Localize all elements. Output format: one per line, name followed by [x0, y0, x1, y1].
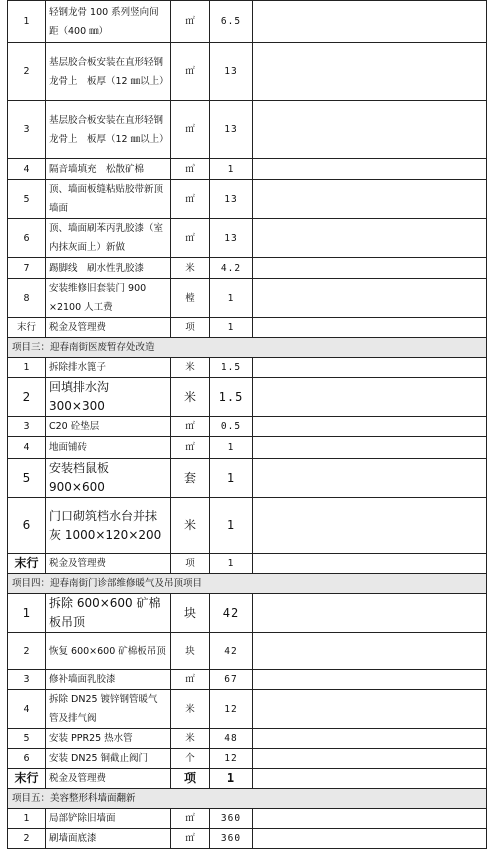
item-unit: 块: [171, 633, 210, 670]
table-row: [8, 690, 487, 729]
item-name: 轻钢龙骨 100 系列竖向间距（400 ㎜）: [46, 1, 171, 43]
section-title: 项目五：美容整形科墙面翻新: [8, 789, 487, 809]
item-number: 4: [8, 690, 46, 729]
table-row: [8, 554, 487, 574]
item-name: 税金及管理费: [46, 769, 171, 789]
item-number: 3: [8, 670, 46, 690]
item-name: 修补墙面乳胶漆: [46, 670, 171, 690]
item-quantity: 67: [210, 670, 253, 690]
quantity-table: [7, 0, 487, 849]
table-row: [8, 180, 487, 219]
item-unit: 米: [171, 729, 210, 749]
item-name: 基层胶合板安装在直形轻钢龙骨上 板厚（12 ㎜以上）: [46, 43, 171, 101]
section-title: 项目三：迎春南街医废暂存处改造: [8, 338, 487, 358]
item-unit: 米: [171, 690, 210, 729]
empty-cell: [253, 180, 487, 219]
table-row: [8, 318, 487, 338]
item-quantity: 360: [210, 809, 253, 829]
item-name: C20 砼垫层: [46, 417, 171, 437]
item-name: 安装 PPR25 热水管: [46, 729, 171, 749]
empty-cell: [253, 159, 487, 180]
item-unit: ㎡: [171, 829, 210, 849]
table-row: [8, 378, 487, 417]
item-name: 安装维修旧套装门 900 ×2100 人工费: [46, 279, 171, 318]
item-name: 刷墙面底漆: [46, 829, 171, 849]
table-row: [8, 159, 487, 180]
empty-cell: [253, 459, 487, 498]
item-number: 5: [8, 180, 46, 219]
section-header-row: [8, 338, 487, 358]
table-body: [8, 1, 487, 849]
table-row: [8, 279, 487, 318]
item-number: 2: [8, 633, 46, 670]
item-quantity: 13: [210, 101, 253, 159]
table-row: [8, 769, 487, 789]
item-number: 4: [8, 159, 46, 180]
item-unit: 项: [171, 769, 210, 789]
item-number: 末行: [8, 554, 46, 574]
item-number: 8: [8, 279, 46, 318]
item-name: 地面铺砖: [46, 437, 171, 459]
item-name: 基层胶合板安装在直形轻钢龙骨上 板厚（12 ㎜以上）: [46, 101, 171, 159]
item-number: 末行: [8, 318, 46, 338]
item-number: 2: [8, 43, 46, 101]
item-number: 7: [8, 258, 46, 279]
item-name: 顶、墙面刷苯丙乳胶漆（室内抹灰面上）新做: [46, 219, 171, 258]
item-unit: 樘: [171, 279, 210, 318]
item-quantity: 12: [210, 690, 253, 729]
item-number: 1: [8, 809, 46, 829]
item-number: 6: [8, 219, 46, 258]
item-name: 隔音墙填充 松散矿棉: [46, 159, 171, 180]
item-number: 1: [8, 594, 46, 633]
empty-cell: [253, 417, 487, 437]
table-row: [8, 1, 487, 43]
table-row: [8, 809, 487, 829]
item-unit: 米: [171, 498, 210, 554]
item-name: 安装档鼠板 900×600: [46, 459, 171, 498]
item-unit: ㎡: [171, 670, 210, 690]
item-quantity: 1.5: [210, 358, 253, 378]
item-number: 4: [8, 437, 46, 459]
item-quantity: 4.2: [210, 258, 253, 279]
item-name: 门口砌筑档水台并抹灰 1000×120×200: [46, 498, 171, 554]
table-row: [8, 633, 487, 670]
empty-cell: [253, 670, 487, 690]
item-quantity: 0.5: [210, 417, 253, 437]
item-name: 恢复 600×600 矿棉板吊顶: [46, 633, 171, 670]
item-quantity: 1: [210, 554, 253, 574]
item-number: 1: [8, 1, 46, 43]
empty-cell: [253, 594, 487, 633]
item-quantity: 13: [210, 180, 253, 219]
empty-cell: [253, 769, 487, 789]
empty-cell: [253, 258, 487, 279]
item-number: 1: [8, 358, 46, 378]
item-number: 6: [8, 498, 46, 554]
item-quantity: 1: [210, 437, 253, 459]
item-unit: 块: [171, 594, 210, 633]
empty-cell: [253, 437, 487, 459]
empty-cell: [253, 358, 487, 378]
empty-cell: [253, 554, 487, 574]
table-row: [8, 670, 487, 690]
item-name: 拆除 600×600 矿棉板吊顶: [46, 594, 171, 633]
item-unit: 个: [171, 749, 210, 769]
item-quantity: 1: [210, 279, 253, 318]
item-number: 5: [8, 459, 46, 498]
table-row: [8, 729, 487, 749]
table-row: [8, 459, 487, 498]
section-title: 项目四：迎春南街门诊部维修暖气及吊顶项目: [8, 574, 487, 594]
empty-cell: [253, 498, 487, 554]
empty-cell: [253, 318, 487, 338]
table-row: [8, 219, 487, 258]
table-row: [8, 829, 487, 849]
empty-cell: [253, 633, 487, 670]
item-quantity: 1.5: [210, 378, 253, 417]
empty-cell: [253, 690, 487, 729]
item-name: 局部铲除旧墙面: [46, 809, 171, 829]
item-number: 2: [8, 829, 46, 849]
item-unit: 米: [171, 378, 210, 417]
empty-cell: [253, 1, 487, 43]
item-unit: 项: [171, 318, 210, 338]
item-name: 踢脚线 刷水性乳胶漆: [46, 258, 171, 279]
item-quantity: 13: [210, 219, 253, 258]
item-name: 税金及管理费: [46, 554, 171, 574]
empty-cell: [253, 219, 487, 258]
item-unit: ㎡: [171, 437, 210, 459]
item-number: 3: [8, 101, 46, 159]
table-row: [8, 749, 487, 769]
item-quantity: 42: [210, 594, 253, 633]
table-row: [8, 258, 487, 279]
empty-cell: [253, 279, 487, 318]
item-quantity: 42: [210, 633, 253, 670]
item-number: 末行: [8, 769, 46, 789]
item-quantity: 48: [210, 729, 253, 749]
table-row: [8, 101, 487, 159]
item-quantity: 13: [210, 43, 253, 101]
empty-cell: [253, 378, 487, 417]
section-header-row: [8, 789, 487, 809]
item-number: 2: [8, 378, 46, 417]
item-unit: 米: [171, 358, 210, 378]
item-quantity: 1: [210, 498, 253, 554]
table-row: [8, 358, 487, 378]
item-quantity: 360: [210, 829, 253, 849]
empty-cell: [253, 43, 487, 101]
item-unit: ㎡: [171, 809, 210, 829]
table-row: [8, 498, 487, 554]
item-quantity: 12: [210, 749, 253, 769]
item-quantity: 1: [210, 459, 253, 498]
item-unit: 项: [171, 554, 210, 574]
item-number: 3: [8, 417, 46, 437]
item-quantity: 1: [210, 159, 253, 180]
empty-cell: [253, 829, 487, 849]
item-unit: ㎡: [171, 417, 210, 437]
table-row: [8, 43, 487, 101]
item-name: 税金及管理费: [46, 318, 171, 338]
empty-cell: [253, 101, 487, 159]
item-unit: ㎡: [171, 180, 210, 219]
empty-cell: [253, 809, 487, 829]
item-number: 6: [8, 749, 46, 769]
item-unit: ㎥: [171, 159, 210, 180]
table-row: [8, 594, 487, 633]
item-quantity: 6.5: [210, 1, 253, 43]
item-quantity: 1: [210, 318, 253, 338]
item-name: 回填排水沟 300×300: [46, 378, 171, 417]
item-unit: ㎡: [171, 43, 210, 101]
item-name: 拆除排水篦子: [46, 358, 171, 378]
item-unit: ㎡: [171, 1, 210, 43]
table-row: [8, 437, 487, 459]
empty-cell: [253, 749, 487, 769]
item-name: 顶、墙面板缝粘贴胶带新顶 墙面: [46, 180, 171, 219]
item-name: 安装 DN25 铜截止阀门: [46, 749, 171, 769]
item-unit: ㎡: [171, 101, 210, 159]
item-quantity: 1: [210, 769, 253, 789]
item-unit: 米: [171, 258, 210, 279]
item-name: 拆除 DN25 镀锌钢管暖气管及排气阀: [46, 690, 171, 729]
table-row: [8, 417, 487, 437]
empty-cell: [253, 729, 487, 749]
section-header-row: [8, 574, 487, 594]
item-number: 5: [8, 729, 46, 749]
item-unit: 套: [171, 459, 210, 498]
item-unit: ㎡: [171, 219, 210, 258]
